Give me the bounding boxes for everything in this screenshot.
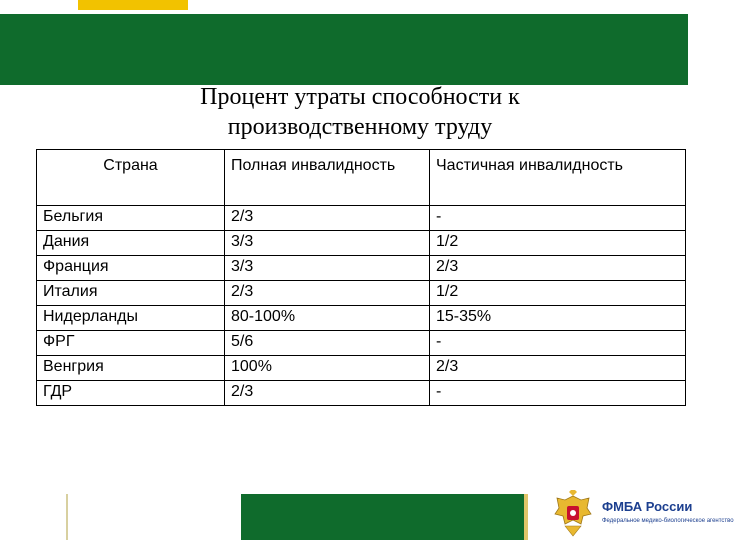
table-row [37,231,686,256]
full-disability-cell: 2/3 [225,281,430,306]
russian-coat-of-arms-icon [553,490,593,538]
footer-divider [66,494,68,540]
country-cell: Дания [37,231,225,256]
slide-title-line-2: производственному труду [227,114,493,140]
table-row [37,281,686,306]
logo-name: ФМБА России [602,499,693,514]
header-country: Страна [37,150,225,206]
country-cell: Нидерланды [37,306,225,331]
slide-title-line-1: Процент утраты способности к [200,84,520,110]
full-disability-cell: 3/3 [225,256,430,281]
slide-title [0,82,720,142]
partial-disability-cell: 2/3 [430,256,686,281]
accent-tab [78,0,188,10]
country-cell: Франция [37,256,225,281]
partial-disability-cell: 2/3 [430,356,686,381]
full-disability-cell: 2/3 [225,381,430,406]
logo-subtitle: Федеральное медико-биологическое агентство [602,518,734,524]
header-partial-disability: Частичная инвалидность [430,150,686,206]
country-cell: Италия [37,281,225,306]
full-disability-cell: 80-100% [225,306,430,331]
header-band [0,14,688,85]
country-cell: Бельгия [37,206,225,231]
country-cell: ГДР [37,381,225,406]
table-row [37,356,686,381]
partial-disability-cell: 15-35% [430,306,686,331]
table-row [37,331,686,356]
disability-table [36,149,686,406]
full-disability-cell: 5/6 [225,331,430,356]
table-header-row [37,150,686,206]
country-cell: Венгрия [37,356,225,381]
table-row [37,306,686,331]
table-row [37,256,686,281]
partial-disability-cell: - [430,381,686,406]
full-disability-cell: 2/3 [225,206,430,231]
country-cell: ФРГ [37,331,225,356]
full-disability-cell: 3/3 [225,231,430,256]
table-row [37,206,686,231]
partial-disability-cell: 1/2 [430,231,686,256]
header-full-disability: Полная инвалидность [225,150,430,206]
partial-disability-cell: - [430,206,686,231]
footer-accent [524,494,528,540]
partial-disability-cell: - [430,331,686,356]
full-disability-cell: 100% [225,356,430,381]
table-row [37,381,686,406]
partial-disability-cell: 1/2 [430,281,686,306]
footer-band [241,494,524,540]
